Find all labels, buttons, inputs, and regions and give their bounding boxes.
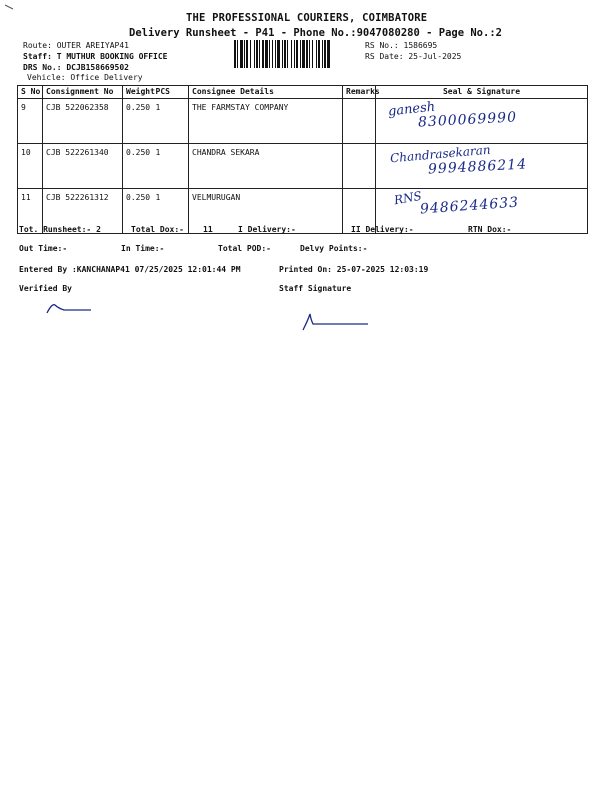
cell-consignee: VELMURUGAN — [189, 189, 343, 234]
total-pod: Total POD:- — [218, 244, 271, 253]
cell-pcs: 1 — [153, 99, 189, 144]
delvy-points: Delvy Points:- — [300, 244, 368, 253]
col-pcs: PCS — [153, 86, 189, 99]
signature-name: RNS — [392, 188, 423, 208]
table-header-row — [18, 86, 588, 99]
cell-weight: 0.250 — [123, 99, 153, 144]
col-weight: Weight — [123, 86, 153, 99]
company-title: THE PROFESSIONAL COURIERS, COIMBATORE — [186, 12, 428, 24]
col-consignment: Consignment No — [43, 86, 123, 99]
cell-weight: 0.250 — [123, 189, 153, 234]
ii-delivery: II Delivery:- — [351, 225, 414, 234]
cell-consignment: CJB 522261312 — [43, 189, 123, 234]
signature-phone: 9994886214 — [427, 156, 528, 178]
signature-name: Chandrasekaran — [389, 142, 492, 166]
tot-runsheet: Tot. Runsheet:- 2 — [19, 225, 101, 234]
cell-weight: 0.250 — [123, 144, 153, 189]
total-dox-value: 11 — [203, 225, 213, 234]
total-dox-label: Total Dox:- — [131, 225, 184, 234]
cell-pcs: 1 — [153, 189, 189, 234]
verified-by: Verified By — [19, 284, 72, 293]
cell-sno: 10 — [18, 144, 43, 189]
cell-consignment: CJB 522062358 — [43, 99, 123, 144]
i-delivery: I Delivery:- — [238, 225, 296, 234]
cell-consignee: THE FARMSTAY COMPANY — [189, 99, 343, 144]
col-consignee: Consignee Details — [189, 86, 343, 99]
col-sno: S No — [18, 86, 43, 99]
runsheet-title: Delivery Runsheet - P41 - Phone No.:9047080280 - Page No.:2 — [129, 27, 502, 39]
out-time: Out Time:- — [19, 244, 68, 253]
rs-number: RS No.: 1586695 — [365, 41, 438, 50]
printed-on: Printed On: 25-07-2025 12:03:19 — [279, 265, 429, 274]
col-signature: Seal & Signature — [376, 86, 588, 99]
rs-date: RS Date: 25-Jul-2025 — [365, 52, 462, 61]
route: Route: OUTER AREIYAP41 — [23, 41, 129, 50]
signature-phone: 9486244633 — [419, 194, 520, 218]
cell-remarks — [343, 99, 376, 144]
drs-number: DRS No.: DCJB158669502 — [23, 63, 129, 72]
staff: Staff: T MUTHUR BOOKING OFFICE — [23, 52, 168, 61]
col-remarks: Remarks — [343, 86, 376, 99]
cell-consignment: CJB 522261340 — [43, 144, 123, 189]
scan-mark — [4, 4, 14, 10]
cell-sno: 11 — [18, 189, 43, 234]
staff-signature-label: Staff Signature — [279, 284, 352, 293]
entered-by: Entered By :KANCHANAP41 07/25/2025 12:01:44 PM — [19, 265, 241, 274]
in-time: In Time:- — [121, 244, 165, 253]
rtn-dox: RTN Dox:- — [468, 225, 512, 234]
cell-consignee: CHANDRA SEKARA — [189, 144, 343, 189]
signature-phone: 8300069990 — [417, 109, 518, 131]
staff-signature-mark — [300, 312, 370, 332]
vehicle: Vehicle: Office Delivery — [27, 73, 143, 82]
barcode — [234, 40, 352, 68]
cell-sno: 9 — [18, 99, 43, 144]
cell-pcs: 1 — [153, 144, 189, 189]
signature-name: ganesh — [387, 99, 436, 120]
verified-signature-mark — [44, 300, 94, 316]
cell-remarks — [343, 144, 376, 189]
